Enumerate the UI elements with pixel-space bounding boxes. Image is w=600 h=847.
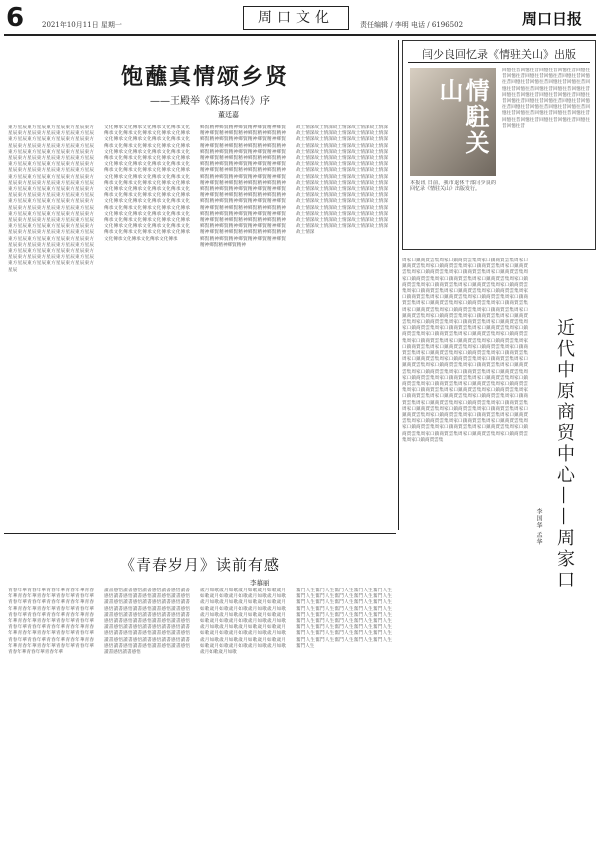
bottom-text-col-2: 讀書感悟讀書感悟讀書感悟讀書感悟讀書感悟讀書感悟讀書感悟讀書感悟讀書感悟讀書感悟讀書感悟讀書感悟讀書感悟讀書感悟讀書感悟讀書感悟讀書感悟讀書感悟讀書感悟讀書感悟讀書感悟讀書感悟讀書感悟讀書感悟讀書感悟讀書感悟讀書感悟讀書感悟讀書感悟讀書感悟讀書感悟讀書感悟讀書感悟讀書感悟讀書感悟讀書感悟讀書感悟讀書感悟讀書感悟讀書感悟讀書感悟讀書感悟讀書感悟讀書感悟讀書感悟讀書感悟讀書感悟 [104, 588, 190, 656]
bottom-text-col-1: 青春年華青春年華青春年華青春年華青春年華青春年華青春年華青春年華青春年華青春年華青春年華青春年華青春年華青春年華青春年華青春年華青春年華青春年華青春年華青春年華青春年華青春年華青春年華青春年華青春年華青春年華青春年華青春年華青春年華青春年華青春年華青春年華青春年華青春年華青春年華青春年華青春年華青春年華青春年華青春年華青春年華青春年華青春年華青春年華青春年華青春年華青春年華青春年華 [8, 588, 94, 656]
bottom-article-author: 李慕丽 [250, 579, 270, 587]
main-article-title: 饱蘸真情颂乡贤 [120, 64, 289, 90]
bottom-text-col-3: 歲月如歌歲月如歌歲月如歌歲月如歌歲月如歌歲月如歌歲月如歌歲月如歌歲月如歌歲月如歌歲月如歌歲月如歌歲月如歌歲月如歌歲月如歌歲月如歌歲月如歌歲月如歌歲月如歌歲月如歌歲月如歌歲月如歌歲月如歌歲月如歌歲月如歌歲月如歌歲月如歌歲月如歌歲月如歌歲月如歌歲月如歌歲月如歌歲月如歌歲月如歌歲月如歌歲月如歌歲月如歌歲月如歌歲月如歌歲月如歌歲月如歌歲月如歌歲月如歌歲月如歌歲月如歌歲月如歌歲月如歌 [200, 588, 286, 656]
main-text-col-2: 文化傳承文化傳承文化傳承文化傳承文化傳承文化傳承文化傳承文化傳承文化傳承文化傳承文化傳承文化傳承文化傳承文化傳承文化傳承文化傳承文化傳承文化傳承文化傳承文化傳承文化傳承文化傳承文化傳承文化傳承文化傳承文化傳承文化傳承文化傳承文化傳承文化傳承文化傳承文化傳承文化傳承文化傳承文化傳承文化傳承文化傳承文化傳承文化傳承文化傳承文化傳承文化傳承文化傳承文化傳承文化傳承文化傳承文化傳承文化傳承文化傳承文化傳承文化傳承文化傳承文化傳承文化傳承文化傳承文化傳承文化傳承文化傳承文化傳承文化傳承文化傳承文化傳承文化傳承文化傳承文化傳承文化傳承文化傳承文化傳承文化傳承文化傳承文化傳承文化傳承文化傳承文化傳承文化傳承文化傳承文化傳承文化傳承文化傳承文化傳承文化傳承文化傳承文化傳承文化傳承文化傳承 [104, 125, 190, 242]
section-title: 周口文化 [243, 6, 349, 30]
bottom-text-col-4: 奮鬥人生奮鬥人生奮鬥人生奮鬥人生奮鬥人生奮鬥人生奮鬥人生奮鬥人生奮鬥人生奮鬥人生奮鬥人生奮鬥人生奮鬥人生奮鬥人生奮鬥人生奮鬥人生奮鬥人生奮鬥人生奮鬥人生奮鬥人生奮鬥人生奮鬥人生奮鬥人生奮鬥人生奮鬥人生奮鬥人生奮鬥人生奮鬥人生奮鬥人生奮鬥人生奮鬥人生奮鬥人生奮鬥人生奮鬥人生奮鬥人生奮鬥人生奮鬥人生奮鬥人生奮鬥人生奮鬥人生奮鬥人生奮鬥人生奮鬥人生奮鬥人生奮鬥人生奮鬥人生 [296, 588, 392, 649]
main-article-author: 董廷嘉 [218, 111, 239, 119]
header-rule [4, 34, 596, 36]
main-article [0, 40, 396, 530]
bottom-section-rule [4, 533, 396, 534]
side-article-title: 闫少良回忆录《情驻关山》出版 [422, 48, 576, 61]
editor-info: 责任编辑 / 李明 电话 / 6196502 [360, 21, 464, 29]
main-text-col-4: 故土情深故土情深故土情深故土情深故土情深故土情深故土情深故土情深故土情深故土情深故土情深故土情深故土情深故土情深故土情深故土情深故土情深故土情深故土情深故土情深故土情深故土情深故土情深故土情深故土情深故土情深故土情深故土情深故土情深故土情深故土情深故土情深故土情深故土情深故土情深故土情深故土情深故土情深故土情深故土情深故土情深故土情深故土情深故土情深故土情深故土情深故土情深故土情深故土情深故土情深故土情深故土情深故土情深故土情深故土情深故土情深故土情深故土情深故土情深故土情深故土情深故土情深故土情深故土情深故土情深故土情深故土情深故土情深故土情深故土情深故土情深故土情深故土情深故土情深故土情深故土情深故土情深故土情深故土情深故土情深故土情深故土情深故土情深故土情深故土情深故土情深 [296, 125, 388, 236]
page-number: 6 [6, 3, 25, 33]
side-title-rule [408, 62, 590, 63]
book-cover-image [410, 68, 496, 176]
side-article [402, 40, 596, 255]
vertical-article-title: 近代中原商贸中心——周家口 [554, 318, 575, 591]
vertical-article-text: 周家口鎮商賈雲集周家口鎮商賈雲集周家口鎮商賈雲集周家口鎮商賈雲集周家口鎮商賈雲集周家口鎮商賈雲集周家口鎮商賈雲集周家口鎮商賈雲集周家口鎮商賈雲集周家口鎮商賈雲集周家口鎮商賈雲集周家口鎮商賈雲集周家口鎮商賈雲集周家口鎮商賈雲集周家口鎮商賈雲集周家口鎮商賈雲集周家口鎮商賈雲集周家口鎮商賈雲集周家口鎮商賈雲集周家口鎮商賈雲集周家口鎮商賈雲集周家口鎮商賈雲集周家口鎮商賈雲集周家口鎮商賈雲集周家口鎮商賈雲集周家口鎮商賈雲集周家口鎮商賈雲集周家口鎮商賈雲集周家口鎮商賈雲集周家口鎮商賈雲集周家口鎮商賈雲集周家口鎮商賈雲集周家口鎮商賈雲集周家口鎮商賈雲集周家口鎮商賈雲集周家口鎮商賈雲集周家口鎮商賈雲集周家口鎮商賈雲集周家口鎮商賈雲集周家口鎮商賈雲集周家口鎮商賈雲集周家口鎮商賈雲集周家口鎮商賈雲集周家口鎮商賈雲集周家口鎮商賈雲集周家口鎮商賈雲集周家口鎮商賈雲集周家口鎮商賈雲集周家口鎮商賈雲集周家口鎮商賈雲集周家口鎮商賈雲集周家口鎮商賈雲集周家口鎮商賈雲集周家口鎮商賈雲集周家口鎮商賈雲集周家口鎮商賈雲集周家口鎮商賈雲集周家口鎮商賈雲集周家口鎮商賈雲集周家口鎮商賈雲集周家口鎮商賈雲集周家口鎮商賈雲集周家口鎮商賈雲集周家口鎮商賈雲集周家口鎮商賈雲集周家口鎮商賈雲集周家口鎮商賈雲集周家口鎮商賈雲集周家口鎮商賈雲集周家口鎮商賈雲集周家口鎮商賈雲集周家口鎮商賈雲集周家口鎮商賈雲集周家口鎮商賈雲集周家口鎮商賈雲集周家口鎮商賈雲集周家口鎮商賈雲集周家口鎮商賈雲集周家口鎮商賈雲集周家口鎮商賈雲集周家口鎮商賈雲集周家口鎮商賈雲集周家口鎮商賈雲集周家口鎮商賈雲集周家口鎮商賈雲集周家口鎮商賈雲集周家口鎮商賈雲集周家口鎮商賈雲集周家口鎮商賈雲集周家口鎮商賈雲集周家口鎮商賈雲集周家口鎮商賈雲集周家口鎮商賈雲集周家口鎮商賈雲集周家口鎮商賈雲集周家口鎮商賈雲集周家口鎮商賈雲集周家口鎮商賈雲集周家口鎮商賈雲集 [402, 258, 528, 443]
book-cover-caption: 本报讯 日前，我市退休干部闫少良的回忆录《情驻关山》出版发行。 [410, 180, 496, 193]
main-text-col-3: 鄉賢精神鄉賢精神鄉賢精神鄉賢精神鄉賢精神鄉賢精神鄉賢精神鄉賢精神鄉賢精神鄉賢精神鄉賢精神鄉賢精神鄉賢精神鄉賢精神鄉賢精神鄉賢精神鄉賢精神鄉賢精神鄉賢精神鄉賢精神鄉賢精神鄉賢精神鄉賢精神鄉賢精神鄉賢精神鄉賢精神鄉賢精神鄉賢精神鄉賢精神鄉賢精神鄉賢精神鄉賢精神鄉賢精神鄉賢精神鄉賢精神鄉賢精神鄉賢精神鄉賢精神鄉賢精神鄉賢精神鄉賢精神鄉賢精神鄉賢精神鄉賢精神鄉賢精神鄉賢精神鄉賢精神鄉賢精神鄉賢精神鄉賢精神鄉賢精神鄉賢精神鄉賢精神鄉賢精神鄉賢精神鄉賢精神鄉賢精神鄉賢精神鄉賢精神鄉賢精神鄉賢精神鄉賢精神鄉賢精神鄉賢精神鄉賢精神鄉賢精神鄉賢精神鄉賢精神鄉賢精神鄉賢精神鄉賢精神鄉賢精神鄉賢精神鄉賢精神鄉賢精神鄉賢精神鄉賢精神鄉賢精神鄉賢精神鄉賢精神鄉賢精神鄉賢精神鄉賢精神鄉賢精神鄉賢精神鄉賢精神鄉賢精神鄉賢精神 [200, 125, 286, 248]
side-article-text: 回憶往昔回憶往昔回憶往昔回憶往昔回憶往昔回憶往昔回憶往昔回憶往昔回憶往昔回憶往昔回憶往昔回憶往昔回憶往昔回憶往昔回憶往昔回憶往昔回憶往昔回憶往昔回憶往昔回憶往昔回憶往昔回憶往昔回憶往昔回憶往昔回憶往昔回憶往昔回憶往昔回憶往昔回憶往昔回憶往昔回憶往昔回憶往昔回憶往昔回憶往昔回憶往昔回憶往昔回憶往昔回憶往昔回憶往昔回憶往昔回憶往昔回憶往昔回憶往昔回憶往昔 [502, 68, 590, 129]
issue-date: 2021年10月11日 星期一 [42, 21, 122, 29]
main-text-col-1: 東方星辰東方星辰東方星辰東方星辰東方星辰東方星辰東方星辰東方星辰東方星辰東方星辰東方星辰東方星辰東方星辰東方星辰東方星辰東方星辰東方星辰東方星辰東方星辰東方星辰東方星辰東方星辰東方星辰東方星辰東方星辰東方星辰東方星辰東方星辰東方星辰東方星辰東方星辰東方星辰東方星辰東方星辰東方星辰東方星辰東方星辰東方星辰東方星辰東方星辰東方星辰東方星辰東方星辰東方星辰東方星辰東方星辰東方星辰東方星辰東方星辰東方星辰東方星辰東方星辰東方星辰東方星辰東方星辰東方星辰東方星辰東方星辰東方星辰東方星辰東方星辰東方星辰東方星辰東方星辰東方星辰東方星辰東方星辰東方星辰東方星辰東方星辰東方星辰東方星辰東方星辰東方星辰東方星辰東方星辰東方星辰東方星辰東方星辰東方星辰東方星辰東方星辰東方星辰東方星辰東方星辰東方星辰東方星辰東方星辰東方星辰東方星辰東方星辰東方星辰東方星辰東方星辰東方星辰東方星辰東方星辰東方星辰東方星辰東方星辰東方星辰東方星辰東方星辰東方星辰 [8, 125, 94, 273]
page-header [0, 0, 600, 34]
vertical-article-author: 李国华 孟华 [535, 508, 542, 546]
bottom-article [0, 536, 398, 844]
bottom-article-title: 《青春岁月》读前有感 [119, 556, 280, 574]
book-cover-title: 情駐关山 [435, 78, 490, 156]
main-article-subtitle: ——王殿举《陈扬昌传》序 [150, 96, 270, 107]
newspaper-name: 周口日报 [522, 10, 583, 28]
column-divider [398, 40, 399, 530]
vertical-article [402, 258, 596, 838]
